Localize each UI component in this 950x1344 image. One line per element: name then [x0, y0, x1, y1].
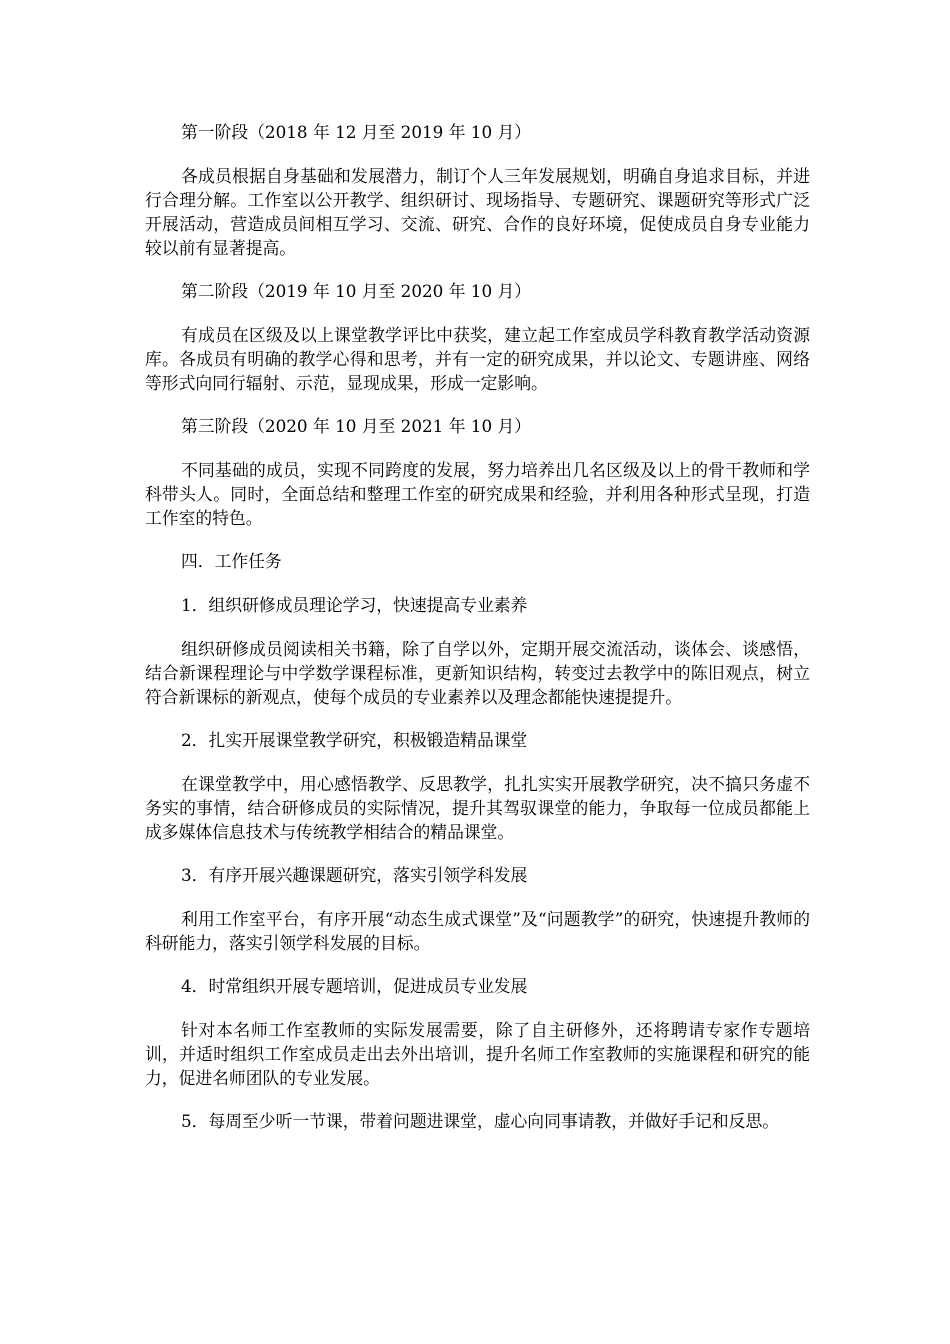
task-three-heading: 3．有序开展兴趣课题研究，落实引领学科发展	[181, 865, 528, 885]
task-one-body: 组织研修成员阅读相关书籍，除了自学以外，定期开展交流活动，谈体会、谈感悟，结合新课程理论与中学数学课程标准，更新知识结构，转变过去教学中的陈旧观点，树立符合新课标的新观点，使每个成员的专业素养以及理念都能快速提提升。	[145, 639, 810, 707]
stage-three-heading: 第三阶段（2020 年 10 月至 2021 年 10 月）	[181, 416, 532, 436]
task-two-heading: 2．扎实开展课堂教学研究，积极锻造精品课堂	[181, 730, 528, 750]
task-three-body: 利用工作室平台，有序开展“动态生成式课堂”及“问题教学”的研究，快速提升教师的科研能力，落实引领学科发展的目标。	[145, 909, 810, 953]
document-page	[145, 120, 810, 1133]
stage-two-heading: 第二阶段（2019 年 10 月至 2020 年 10 月）	[181, 281, 532, 301]
task-one-heading: 1．组织研修成员理论学习，快速提高专业素养	[181, 595, 528, 615]
stage-three-body: 不同基础的成员，实现不同跨度的发展，努力培养出几名区级及以上的骨干教师和学科带头人。同时，全面总结和整理工作室的研究成果和经验，并利用各种形式呈现，打造工作室的特色。	[145, 460, 810, 528]
stage-two-body: 有成员在区级及以上课堂教学评比中获奖，建立起工作室成员学科教育教学活动资源库。各成员有明确的教学心得和思考，并有一定的研究成果，并以论文、专题讲座、网络等形式向同行辐射、示范，显现成果，形成一定影响。	[145, 325, 810, 393]
task-four-body: 针对本名师工作室教师的实际发展需要，除了自主研修外，还将聘请专家作专题培训，并适时组织工作室成员走出去外出培训，提升名师工作室教师的实施课程和研究的能力，促进名师团队的专业发展。	[145, 1020, 810, 1088]
stage-one-heading: 第一阶段（2018 年 12 月至 2019 年 10 月）	[181, 122, 532, 142]
task-five-item: 5．每周至少听一节课，带着问题进课堂，虚心向同事请教，并做好手记和反思。	[181, 1111, 780, 1131]
task-two-body: 在课堂教学中，用心感悟教学、反思教学，扎扎实实开展教学研究，决不搞只务虚不务实的事情，结合研修成员的实际情况，提升其驾驭课堂的能力，争取每一位成员都能上成多媒体信息技术与传统教学相结合的精品课堂。	[145, 774, 810, 842]
stage-one-body: 各成员根据自身基础和发展潜力，制订个人三年发展规划，明确自身追求目标，并进行合理分解。工作室以公开教学、组织研讨、现场指导、专题研究、课题研究等形式广泛开展活动，营造成员间相互学习、交流、研究、合作的良好环境，促使成员自身专业能力较以前有显著提高。	[145, 166, 810, 258]
task-four-heading: 4．时常组织开展专题培训，促进成员专业发展	[181, 976, 528, 996]
section-four-heading: 四．工作任务	[181, 551, 282, 571]
